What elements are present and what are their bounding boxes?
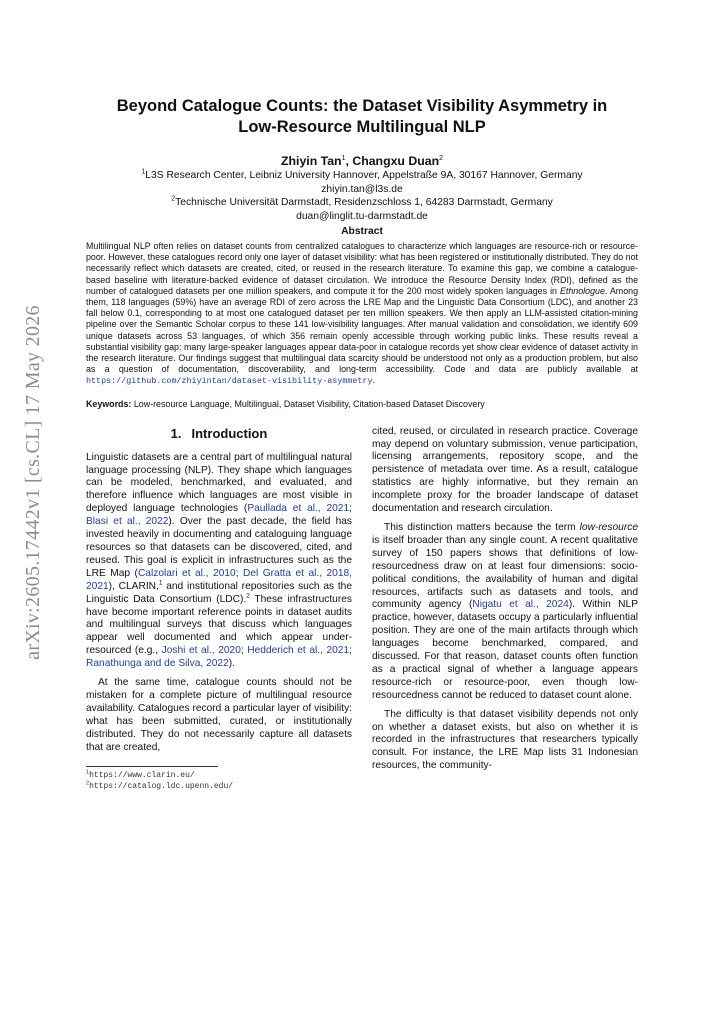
body-text: ;	[349, 645, 352, 657]
body-text: ). Within NLP practice, however, datasets occupy a particularly influential position. They are one of the main artifacts through which languages become benchmarked, compared, and discussed. For that reason, dataset counts often function as a practical signal of whether a language appears resource-rich or resource-poor, even though low-resourcedness cannot be reduced to dataset count alone.	[372, 599, 638, 701]
body-paragraph: At the same time, catalogue counts should not be mistaken for a complete picture of multilingual resource availability. Catalogues record a particular layer of visibility: what has been submitted, curated, or institutionally distributed. They do not necessarily capture all datasets that are created,	[86, 677, 352, 753]
body-text: ;	[240, 645, 248, 657]
author-list	[86, 153, 638, 169]
affiliation-2	[86, 196, 638, 223]
body-paragraph: The difficulty is that dataset visibility depends not only on whether a dataset exists, but also on whether it is recorded in the infrastructures that researchers typically consult. For instance, the LRE Map lists 31 Indonesian resources, the community-	[372, 708, 638, 772]
footnote-mark[interactable]: 2	[246, 592, 250, 600]
citation-link[interactable]: Hedderich et al., 2021	[247, 645, 350, 657]
arxiv-id: arXiv:2605.17442v1 [cs.CL] 17 May 2026	[21, 304, 44, 660]
body-paragraph	[372, 522, 638, 703]
title-line-1: Beyond Catalogue Counts: the Dataset Visibility Asymmetry in	[116, 97, 608, 115]
affiliation-mark: 2	[171, 195, 176, 203]
keywords-label: Keywords:	[86, 398, 132, 409]
code-repository-link[interactable]: https://github.com/zhiyintan/dataset-visibility-asymmetry	[86, 376, 373, 387]
keywords-text: Low-resource Language, Multilingual, Dataset Visibility, Citation-based Dataset Discovery	[131, 398, 485, 409]
citation-link[interactable]: Blasi et al., 2022	[86, 516, 169, 528]
citation-link[interactable]: Ranathunga and de Silva, 2022	[86, 658, 229, 670]
section-number: 1.	[170, 425, 182, 441]
body-text: ;	[235, 567, 243, 579]
right-column	[372, 426, 638, 793]
keywords	[86, 398, 638, 410]
footnote-mark[interactable]: 1	[158, 579, 163, 587]
abstract-text: . Among them, 118 languages (59%) have an average RDI of zero across the LRE Map and the Linguistic Data Consortium (LDC), and another 23 fall below 0.1, corresponding to at most one catalogued dataset per ten million speakers. We then apply an LLM-assisted citation-mining pipeline over the Semantic Scholar corpus to these 141 low-visibility languages. After manual validation and consolidation, we identify 609 unique datasets across 53 languages, of which 356 remain openly accessible through working public links. These results reveal a substantial visibility gap: many large-speaker languages appear data-poor in catalogue records yet show clear evidence of dataset activity in the research literature. Our findings suggest that multilingual data scarcity should be understood not only as a production problem, but also as a question of documentation, discoverability, and long-term accessibility. Code and data are publicly available at	[86, 285, 639, 375]
affiliation-email[interactable]: duan@linglit.tu-darmstadt.de	[296, 210, 428, 222]
affiliation-org	[86, 196, 638, 210]
paper-title	[86, 96, 638, 138]
citation-link[interactable]: Calzolari et al., 2010	[137, 567, 236, 579]
footnote-1	[86, 770, 352, 781]
footnote-url[interactable]: https://catalog.ldc.upenn.edu/	[89, 782, 234, 792]
affiliation-org-text: Technische Universität Darmstadt, Residenzschloss 1, 64283 Darmstadt, Germany	[175, 197, 553, 208]
affiliation-mark: 1	[141, 168, 146, 176]
author-name: Changxu Duan	[352, 154, 440, 168]
two-column-body	[86, 426, 638, 793]
footnote-number: 1	[86, 769, 90, 776]
author-affiliation-mark: 1	[341, 154, 346, 162]
affiliation-1	[86, 169, 638, 196]
affiliation-email[interactable]: zhiyin.tan@l3s.de	[321, 183, 403, 195]
body-paragraph: cited, reused, or circulated in research practice. Coverage may depend on voluntary submission, venue participation, licensing arrangements, repository scope, and the persistence of metadata over time. As a result, catalogue statistics are highly informative, but they remain an incomplete proxy for the broader landscape of dataset documentation and research circulation.	[372, 425, 638, 515]
body-text: This distinction matters because the term	[384, 521, 580, 533]
body-text: These infrastructures have become important reference points in dataset audits and multilingual surveys that discuss which languages appear well documented and which appear under-resourced (e.g.,	[86, 593, 352, 657]
body-emphasis: low-resource	[579, 521, 638, 533]
author-name: Zhiyin Tan	[281, 154, 342, 168]
body-text: ), CLARIN,	[108, 580, 159, 592]
author-affiliation-mark: 2	[439, 154, 443, 162]
citation-link[interactable]: Del Gratta et al., 2018, 2021	[86, 567, 352, 592]
footnote-number: 2	[86, 780, 90, 787]
title-line-2: Low-Resource Multilingual NLP	[238, 118, 486, 136]
affiliation-org-text: L3S Research Center, Leibniz University Hannover, Appelstraße 9A, 30167 Hannover, Germany	[145, 170, 583, 181]
author-separator: ,	[345, 154, 353, 168]
body-text: Linguistic datasets are a central part of multilingual natural language processing (NLP). They shape which languages can be modeled, benchmarked, and evaluated, and therefore influence which languages are most visible in deployed language technologies (	[86, 451, 352, 515]
body-text: is itself broader than any single count. A recent qualitative survey of 150 papers shows that definitions of low-resourcedness draw on at least four dimensions: socio-political conditions, the availability of human and digital resources, artifacts such as datasets and tools, and community agency (	[372, 534, 638, 611]
abstract-heading: Abstract	[341, 226, 383, 237]
citation-link[interactable]: Joshi et al., 2020	[161, 645, 241, 657]
section-title: Introduction	[191, 425, 268, 441]
abstract-text: Multilingual NLP often relies on dataset counts from centralized catalogues to characterize which languages are resource-rich or resource-poor. However, these catalogues record only one layer of dataset visibility: what has been registered or institutionally distributed. They do not necessarily reflect which datasets are created, cited, or reused in the research literature. To examine this gap, we combine a catalogue-based baseline with literature-backed evidence of dataset circulation. We introduce the Resource Density Index (RDI), defined as the number of catalogued datasets per one million speakers, and compute it for the 200 most widely spoken languages in	[86, 241, 638, 296]
left-column	[86, 426, 352, 793]
body-paragraph	[86, 452, 352, 671]
affiliation-org	[86, 169, 638, 183]
footnote-url[interactable]: https://www.clarin.eu/	[89, 771, 195, 781]
abstract-body	[86, 241, 638, 388]
citation-link[interactable]: Paullada et al., 2021	[247, 503, 350, 515]
body-text: and institutional repositories such as the Linguistic Data Consortium (LDC).	[86, 580, 353, 605]
body-text: ). Over the past decade, the field has invested heavily in documenting and cataloguing language resources so that datasets can be discovered, cited, and reused. This goal is explicit in infrastructures such as the LRE Map (	[86, 516, 352, 579]
abstract-emphasis: Ethnologue	[559, 285, 605, 296]
footnote-2	[86, 781, 352, 792]
abstract-text: .	[372, 375, 375, 386]
body-text: ;	[349, 503, 352, 515]
citation-link[interactable]: Nigatu et al., 2024	[472, 599, 569, 611]
paper-page	[86, 96, 638, 792]
section-heading	[86, 426, 352, 442]
arxiv-identifier-stamp	[18, 292, 48, 672]
body-text: ).	[228, 658, 235, 670]
footnote-divider	[86, 766, 218, 767]
